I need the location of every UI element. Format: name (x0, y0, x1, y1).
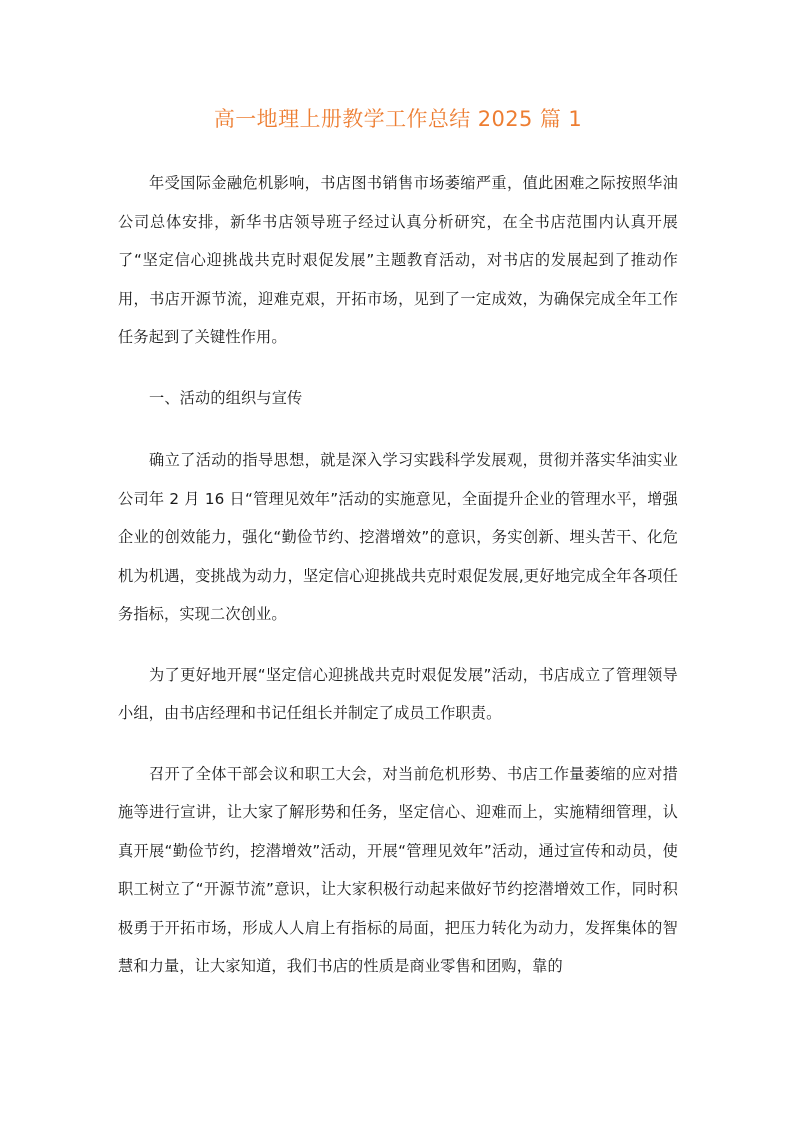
paragraph-leadership-group: 为了更好地开展“坚定信心迎挑战共克时艰促发展”活动，书店成立了管理领导小组，由书店经理和书记任组长并制定了成员工作职责。 (118, 665, 678, 722)
document-title: 高一地理上册教学工作总结 2025 篇 1 (213, 107, 583, 131)
paragraph-staff-meeting: 召开了全体干部会议和职工大会，对当前危机形势、书店工作量萎缩的应对措施等进行宣讲，让大家了解形势和任务，坚定信心、迎难而上，实施精细管理，认真开展“勤俭节约，挖潜增效”活动，开展“管理见效年”活动，通过宣传和动员，使职工树立了“开源节流”意识，让大家积极行动起来做好节约挖潜增效工作，同时积极勇于开拓市场，形成人人肩上有指标的局面，把压力转化为动力，发挥集体的智慧和力量，让大家知道，我们书店的性质是商业零售和团购，靠的 (118, 764, 678, 975)
section-heading-organization: 一、活动的组织与宣传 (149, 388, 303, 407)
document-body (118, 164, 678, 986)
paragraph-guiding-ideology: 确立了活动的指导思想，就是深入学习实践科学发展观，贯彻并落实华油实业公司年 2 月 16 日“管理见效年”活动的实施意见，全面提升企业的管理水平，增强企业的创效能力，强化“勤俭节约、挖潜增效”的意识，务实创新、埋头苦干、化危机为机遇，变挑战为动力，坚定信心迎挑战共克时艰促发展,更好地完成全年各项任务指标，实现二次创业。 (118, 451, 678, 623)
paragraph-intro: 年受国际金融危机影响，书店图书销售市场萎缩严重，值此困难之际按照华油公司总体安排，新华书店领导班子经过认真分析研究，在全书店范围内认真开展了“坚定信心迎挑战共克时艰促发展”主题教育活动，对书店的发展起到了推动作用，书店开源节流，迎难克艰，开拓市场，见到了一定成效，为确保完成全年工作任务起到了关键性作用。 (118, 174, 678, 346)
